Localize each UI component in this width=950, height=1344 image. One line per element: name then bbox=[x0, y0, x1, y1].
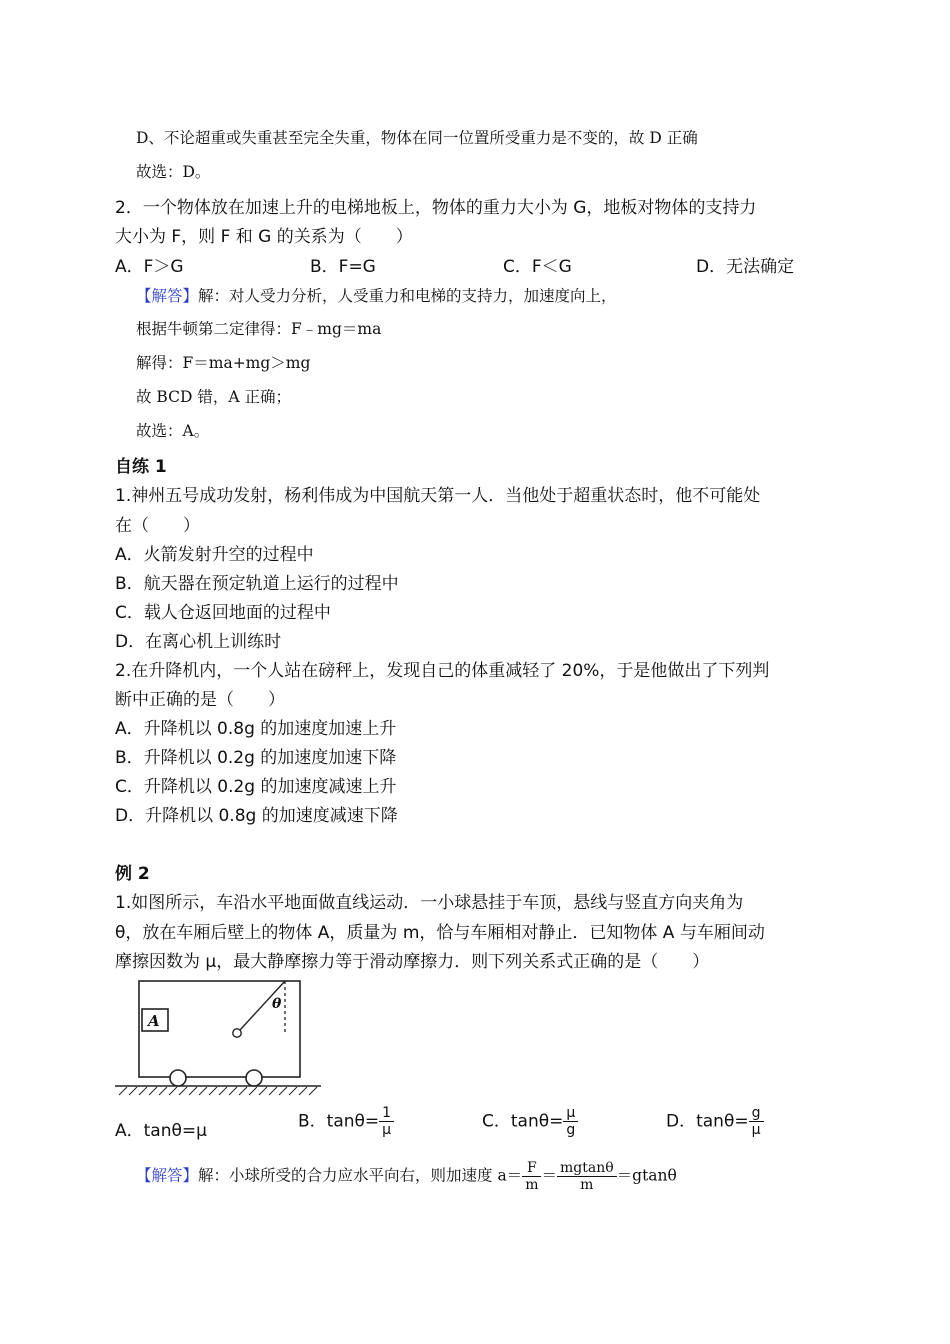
wheel-right bbox=[246, 1070, 262, 1086]
option-b-numerator: 1 bbox=[379, 1105, 394, 1122]
question-2-answer-line-2: 根据牛顿第二定律得：F﹣mg＝ma bbox=[136, 320, 382, 338]
option-c-denominator: g bbox=[566, 1122, 576, 1139]
question-2-answer-line-4: 故 BCD 错，A 正确； bbox=[136, 388, 291, 406]
practice-q2-option-c: C．升降机以 0.2g 的加速度减速上升 bbox=[115, 777, 397, 797]
practice-q1-option-b: B．航天器在预定轨道上运行的过程中 bbox=[115, 574, 399, 594]
answer-choice: 故选：D。 bbox=[136, 163, 211, 181]
option-c-fraction bbox=[563, 1105, 578, 1138]
practice-q2-option-b: B．升降机以 0.2g 的加速度加速下降 bbox=[115, 748, 397, 768]
ground-hatching bbox=[119, 1087, 317, 1095]
example2-line-3: 摩擦因数为 μ，最大静摩擦力等于滑动摩擦力．则下列关系式正确的是（ ） bbox=[115, 952, 710, 972]
example2-answer-tag: 【解答】 bbox=[136, 1166, 199, 1185]
practice-q1-option-c: C．载人仓返回地面的过程中 bbox=[115, 603, 331, 623]
option-d-fraction bbox=[749, 1105, 764, 1138]
answer-fraction-1 bbox=[522, 1160, 541, 1193]
practice-q2-option-a: A．升降机以 0.8g 的加速度加速上升 bbox=[115, 719, 397, 739]
practice-q2-option-d: D．升降机以 0.8g 的加速度减速下降 bbox=[115, 806, 398, 826]
option-c-prefix: C．tanθ= bbox=[482, 1111, 564, 1132]
practice-q1-line-2: 在（ ） bbox=[115, 516, 200, 536]
example2-line-2: θ，放在车厢后壁上的物体 A，质量为 m，恰与车厢相对静止．已知物体 A 与车厢间动 bbox=[115, 923, 765, 943]
example2-option-d bbox=[666, 1105, 764, 1138]
question-2-option-b: B．F=G bbox=[310, 257, 376, 277]
hanging-ball bbox=[233, 1029, 241, 1037]
example2-option-b bbox=[298, 1105, 394, 1138]
practice-q1-option-d: D．在离心机上训练时 bbox=[115, 632, 282, 652]
answer-fraction-1-denominator: m bbox=[525, 1177, 539, 1194]
answer-line-d: D、不论超重或失重甚至完全失重，物体在同一位置所受重力是不变的，故 D 正确 bbox=[136, 129, 698, 147]
question-2-line-1: 2．一个物体放在加速上升的电梯地板上，物体的重力大小为 G，地板对物体的支持力 bbox=[115, 198, 757, 218]
example2-option-c bbox=[482, 1105, 578, 1138]
practice-q1-option-a: A．火箭发射升空的过程中 bbox=[115, 545, 314, 565]
answer-text: 解：对人受力分析，人受重力和电梯的支持力，加速度向上， bbox=[198, 287, 617, 305]
answer-fraction-1-numerator: F bbox=[522, 1160, 541, 1177]
option-b-fraction bbox=[379, 1105, 394, 1138]
practice-q1-line-1: 1.神州五号成功发射，杨利伟成为中国航天第一人．当他处于超重状态时，他不可能处 bbox=[115, 486, 761, 506]
question-2-answer-line-3: 解得：F＝ma+mg＞mg bbox=[136, 354, 311, 372]
question-2-option-a: A．F＞G bbox=[115, 257, 184, 277]
option-d-prefix: D．tanθ= bbox=[666, 1111, 749, 1132]
option-c-numerator: μ bbox=[563, 1105, 578, 1122]
example2-answer-text: 解：小球所受的合力应水平向右，则加速度 a＝ bbox=[198, 1166, 523, 1185]
option-d-numerator: g bbox=[749, 1105, 764, 1122]
answer-fraction-2-denominator: m bbox=[580, 1177, 594, 1194]
example2-line-1: 1.如图所示，车沿水平地面做直线运动．一小球悬挂于车顶，悬线与竖直方向夹角为 bbox=[115, 893, 744, 913]
wheel-left bbox=[170, 1070, 186, 1086]
answer-fraction-2-numerator: mgtanθ bbox=[557, 1160, 617, 1177]
cart-diagram bbox=[115, 975, 325, 1097]
question-2-answer-line-1 bbox=[136, 284, 617, 306]
example2-answer-line bbox=[136, 1160, 677, 1193]
question-2-option-d: D．无法确定 bbox=[696, 257, 795, 277]
answer-tag: 【解答】 bbox=[136, 287, 199, 305]
practice-q2-line-2: 断中正确的是（ ） bbox=[115, 690, 285, 710]
option-b-prefix: B．tanθ= bbox=[298, 1111, 380, 1132]
question-2-line-2: 大小为 F，则 F 和 G 的关系为（ ） bbox=[115, 227, 413, 247]
option-d-denominator: μ bbox=[751, 1122, 761, 1139]
option-b-denominator: μ bbox=[382, 1122, 392, 1139]
answer-tail: ＝gtanθ bbox=[616, 1166, 677, 1185]
question-2-option-c: C．F＜G bbox=[503, 257, 572, 277]
answer-equals: ＝ bbox=[541, 1166, 557, 1185]
section-heading-example-2: 例 2 bbox=[115, 864, 150, 884]
section-heading-self-practice: 自练 1 bbox=[115, 457, 167, 477]
practice-q2-line-1: 2.在升降机内，一个人站在磅秤上，发现自己的体重减轻了 20%，于是他做出了下列判 bbox=[115, 661, 770, 681]
answer-fraction-2 bbox=[557, 1160, 617, 1193]
cart-figure bbox=[115, 975, 325, 1101]
question-2-answer-line-5: 故选：A。 bbox=[136, 422, 210, 440]
angle-label: θ bbox=[272, 996, 282, 1012]
block-a-label: A bbox=[148, 1012, 160, 1030]
example2-option-a: A．tanθ=μ bbox=[115, 1121, 207, 1141]
